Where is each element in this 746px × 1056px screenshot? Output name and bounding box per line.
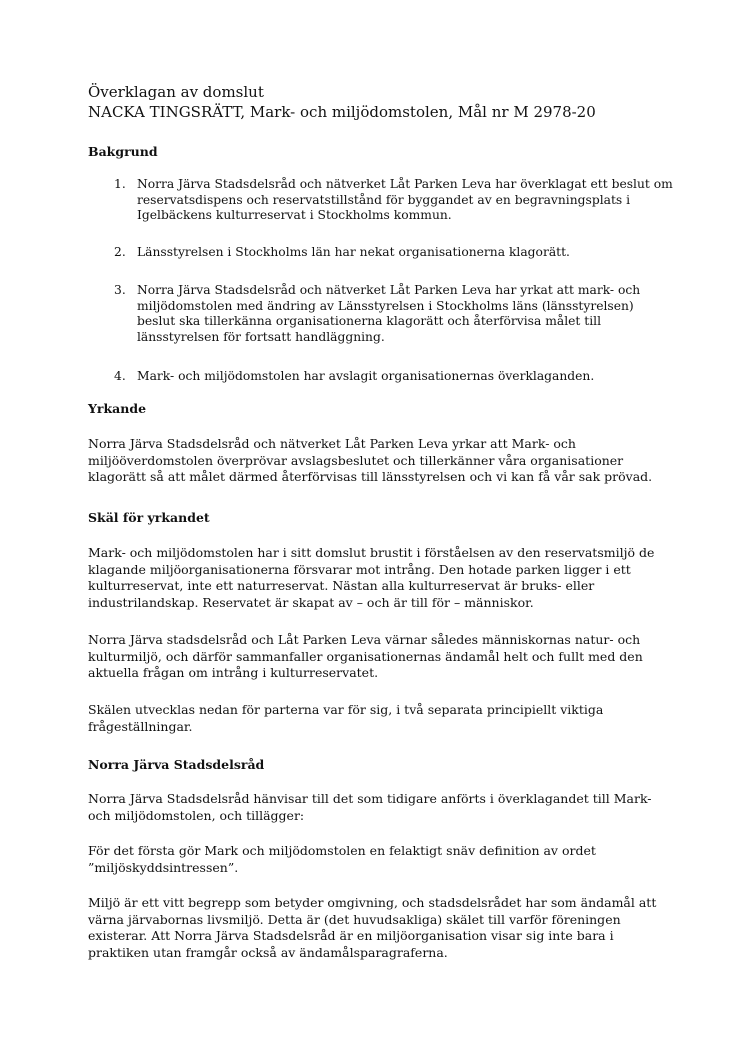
list-text: Länsstyrelsen i Stockholms län har nekat organisationerna klagorätt.	[137, 245, 570, 259]
paragraph-yrkande: Norra Järva Stadsdelsråd och nätverket Låt Parken Leva yrkar att Mark- och miljööverdomstolen överprövar avslagsbeslutet och tillerkänner våra organisationer klagorätt så att målet därmed återförvisas till länsstyrelsen och vi kan få vår sak prövad.	[88, 436, 653, 484]
list-item	[114, 177, 674, 224]
list-item	[114, 283, 674, 345]
heading-norra-jarva: Norra Järva Stadsdelsråd	[88, 757, 265, 772]
list-number: 3.	[114, 283, 126, 297]
case-reference: NACKA TINGSRÄTT, Mark- och miljödomstolen, Mål nr M 2978-20	[88, 103, 596, 121]
heading-bakgrund: Bakgrund	[88, 144, 158, 159]
list-number: 1.	[114, 177, 126, 191]
paragraph-skal-3: Skälen utvecklas nedan för parterna var för sig, i två separata principiellt viktiga frågeställningar.	[88, 702, 604, 734]
paragraph-njs-3: Miljö är ett vitt begrepp som betyder omgivning, och stadsdelsrådet har som ändamål att värna järvabornas livsmiljö. Detta är (det huvudsakliga) skälet till varför föreningen existerar. Att Norra Järva Stadsdelsråd är en miljöorganisation visar sig inte bara i praktiken utan framgår också av ändamålsparagraferna.	[88, 895, 657, 960]
list-text: Norra Järva Stadsdelsråd och nätverket Låt Parken Leva har yrkat att mark- och miljödomstolen med ändring av Länsstyrelsen i Stockholms läns (länsstyrelsen) beslut ska tillerkänna organisationerna klagorätt och återförvisa målet till länsstyrelsen för fortsatt handläggning.	[137, 283, 641, 344]
heading-skal: Skäl för yrkandet	[88, 510, 210, 525]
document-title: Överklagan av domslut	[88, 83, 264, 101]
paragraph-skal-1: Mark- och miljödomstolen har i sitt domslut brustit i förståelsen av den reservatsmiljö de klagande miljöorganisationerna försvarar mot intrång. Den hotade parken ligger i ett kulturreservat, inte ett naturreservat. Nästan alla kulturreservat är bruks- eller industrilandskap. Reservatet är skapat av – och är till för – människor.	[88, 545, 655, 610]
paragraph-njs-1: Norra Järva Stadsdelsråd hänvisar till det som tidigare anförts i överklagandet till Mark- och miljödomstolen, och tillägger:	[88, 791, 652, 823]
list-text: Norra Järva Stadsdelsråd och nätverket Låt Parken Leva har överklagat ett beslut om reservatsdispens och reservatstillstånd för byggandet av en begravningsplats i Igelbäckens kulturreservat i Stockholms kommun.	[137, 177, 673, 222]
paragraph-skal-2: Norra Järva stadsdelsråd och Låt Parken Leva värnar således människornas natur- och kulturmiljö, och därför sammanfaller organisationernas ändamål helt och fullt med den aktuella frågan om intrång i kulturreservatet.	[88, 632, 643, 680]
paragraph-njs-2: För det första gör Mark och miljödomstolen en felaktigt snäv definition av ordet ”miljöskyddsintressen”.	[88, 843, 596, 875]
list-text: Mark- och miljödomstolen har avslagit organisationernas överklaganden.	[137, 369, 595, 383]
heading-yrkande: Yrkande	[88, 401, 147, 416]
list-item	[114, 245, 674, 261]
list-number: 2.	[114, 245, 126, 259]
list-number: 4.	[114, 369, 126, 383]
list-item	[114, 369, 674, 385]
